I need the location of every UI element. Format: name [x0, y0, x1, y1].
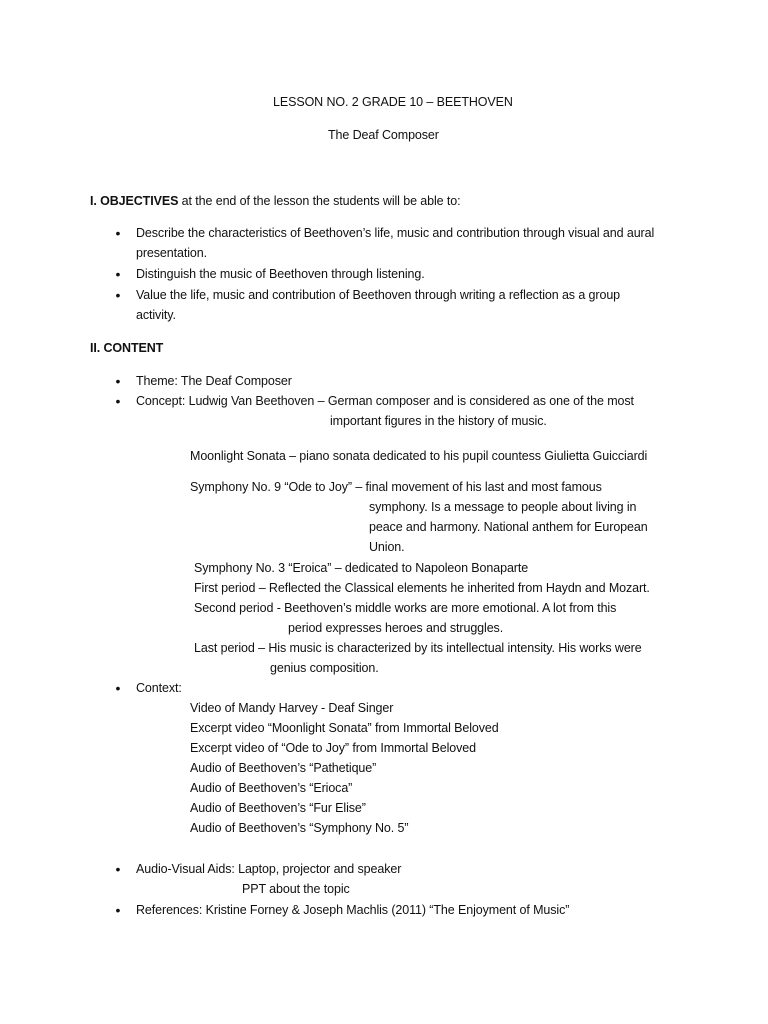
- content-second-period-line1: Second period - Beethoven’s middle works are more emotional. A lot from this: [194, 601, 617, 615]
- content-concept-line1: Concept: Ludwig Van Beethoven – German composer and is considered as one of the most: [136, 394, 634, 408]
- content-theme: Theme: The Deaf Composer: [136, 374, 292, 388]
- context-item: Audio of Beethoven’s “Pathetique”: [190, 761, 377, 775]
- context-item: Excerpt video of “Ode to Joy” from Immortal Beloved: [190, 741, 476, 755]
- context-item: Audio of Beethoven’s “Symphony No. 5”: [190, 821, 409, 835]
- content-symphony9-line3: peace and harmony. National anthem for European: [369, 520, 648, 534]
- objective-item-3-line2: activity.: [136, 308, 176, 322]
- bullet-icon: •: [115, 680, 121, 696]
- content-symphony9-line2: symphony. Is a message to people about living in: [369, 500, 637, 514]
- content-concept-line2: important figures in the history of music.: [330, 414, 547, 428]
- bullet-icon: •: [115, 902, 121, 918]
- content-symphony9-line1: Symphony No. 9 “Ode to Joy” – final movement of his last and most famous: [190, 480, 602, 494]
- objective-item-1-line1: Describe the characteristics of Beethoven’s life, music and contribution through visual and aural: [136, 226, 655, 240]
- document-subtitle: The Deaf Composer: [328, 128, 439, 142]
- content-second-period-line2: period expresses heroes and struggles.: [288, 621, 504, 635]
- objective-item-1-line2: presentation.: [136, 246, 207, 260]
- bullet-icon: •: [115, 225, 121, 241]
- context-label: Context:: [136, 681, 182, 695]
- context-item: Video of Mandy Harvey - Deaf Singer: [190, 701, 394, 715]
- content-moonlight-sonata: Moonlight Sonata – piano sonata dedicated to his pupil countess Giulietta Guicciardi: [190, 449, 648, 463]
- objectives-heading: [90, 191, 461, 211]
- objectives-heading-label: I. OBJECTIVES: [90, 194, 179, 208]
- objective-item-3-line1: Value the life, music and contribution of Beethoven through writing a reflection as a group: [136, 288, 621, 302]
- bullet-icon: •: [115, 373, 121, 389]
- content-last-period-line1: Last period – His music is characterized by its intellectual intensity. His works were: [194, 641, 642, 655]
- bullet-icon: •: [115, 266, 121, 282]
- content-symphony9-line4: Union.: [369, 540, 405, 554]
- content-references: References: Kristine Forney & Joseph Machlis (2011) “The Enjoyment of Music”: [136, 903, 570, 917]
- bullet-icon: •: [115, 287, 121, 303]
- context-item: Excerpt video “Moonlight Sonata” from Immortal Beloved: [190, 721, 499, 735]
- content-symphony3: Symphony No. 3 “Eroica” – dedicated to Napoleon Bonaparte: [194, 561, 529, 575]
- content-aids-line1: Audio-Visual Aids: Laptop, projector and speaker: [136, 862, 402, 876]
- bullet-icon: •: [115, 861, 121, 877]
- content-last-period-line2: genius composition.: [270, 661, 379, 675]
- bullet-icon: •: [115, 393, 121, 409]
- objectives-heading-text: at the end of the lesson the students will be able to:: [178, 194, 461, 208]
- content-first-period: First period – Reflected the Classical elements he inherited from Haydn and Mozart.: [194, 581, 650, 595]
- context-item: Audio of Beethoven’s “Fur Elise”: [190, 801, 366, 815]
- document-title: LESSON NO. 2 GRADE 10 – BEETHOVEN: [273, 95, 513, 109]
- content-heading: II. CONTENT: [90, 341, 164, 355]
- objective-item-2-line1: Distinguish the music of Beethoven through listening.: [136, 267, 425, 281]
- content-aids-line2: PPT about the topic: [242, 882, 350, 896]
- context-item: Audio of Beethoven’s “Erioca”: [190, 781, 353, 795]
